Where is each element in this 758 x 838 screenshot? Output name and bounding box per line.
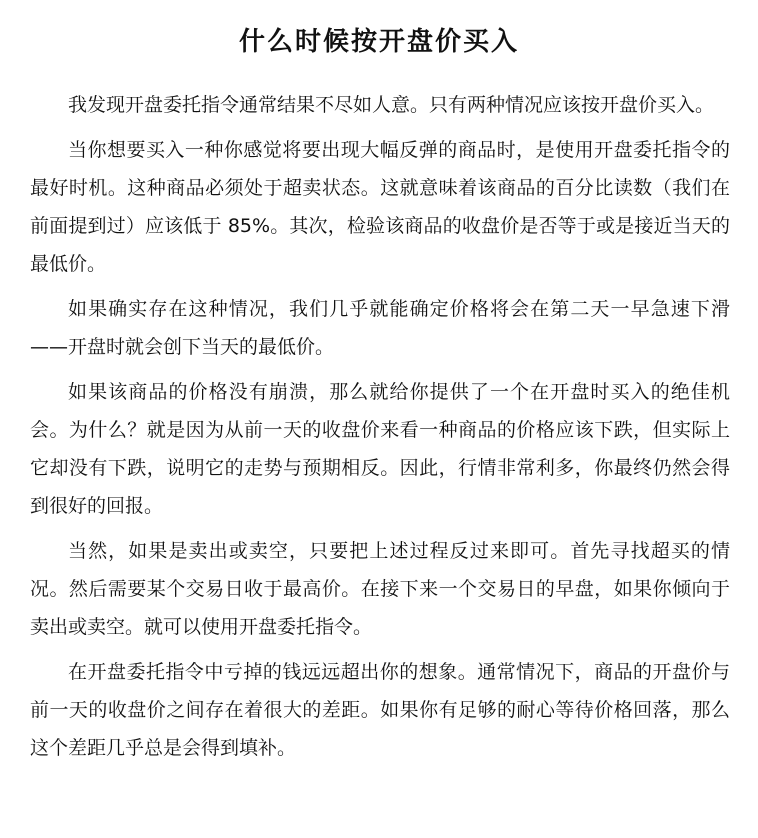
paragraph: 如果确实存在这种情况，我们几乎就能确定价格将会在第二天一早急速下滑——开盘时就会创下当天的最低价。 — [30, 298, 730, 358]
page-title: 什么时候按开盘价买入 — [238, 27, 519, 58]
paragraph: 在开盘委托指令中亏掉的钱远远超出你的想象。通常情况下，商品的开盘价与前一天的收盘价之间存在着很大的差距。如果你有足够的耐心等待价格回落，那么这个差距几乎总是会得到填补。 — [30, 661, 730, 759]
paragraph: 我发现开盘委托指令通常结果不尽如人意。只有两种情况应该按开盘价买入。 — [68, 94, 715, 116]
paragraph: 当然，如果是卖出或卖空，只要把上述过程反过来即可。首先寻找超买的情况。然后需要某个交易日收于最高价。在接下来一个交易日的早盘，如果你倾向于卖出或卖空。就可以使用开盘委托指令。 — [30, 540, 730, 638]
paragraph: 如果该商品的价格没有崩溃，那么就给你提供了一个在开盘时买入的绝佳机会。为什么？就是因为从前一天的收盘价来看一种商品的价格应该下跌，但实际上它却没有下跌，说明它的走势与预期相反。因此，行情非常利多，你最终仍然会得到很好的回报。 — [30, 381, 730, 517]
body-text — [30, 86, 730, 774]
paragraph: 当你想要买入一种你感觉将要出现大幅反弹的商品时，是使用开盘委托指令的最好时机。这种商品必须处于超卖状态。这就意味着该商品的百分比读数（我们在前面提到过）应该低于 85%。其次，检验该商品的收盘价是否等于或是接近当天的最低价。 — [30, 139, 730, 275]
